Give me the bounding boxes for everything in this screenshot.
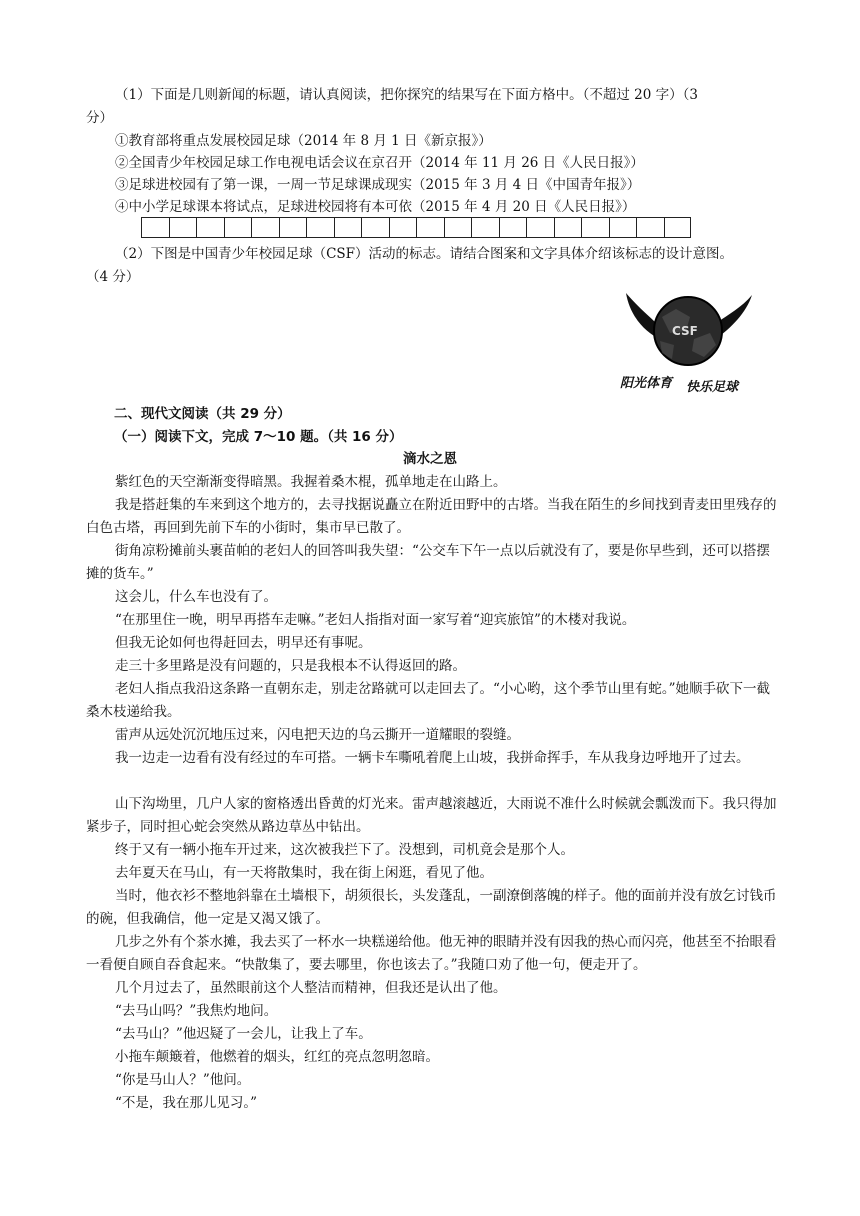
answer-grid-cell[interactable] <box>581 217 609 238</box>
story-paragraph: 这会儿，什么车也没有了。 <box>115 589 277 605</box>
story-paragraph: 走三十多里路是没有问题的，只是我根本不认得返回的路。 <box>115 658 466 674</box>
story-paragraph: 我一边走一边看有没有经过的车可搭。一辆卡车嘶吼着爬上山坡，我拼命挥手，车从我身边呼地开了过去。 <box>115 750 750 766</box>
answer-grid-cell[interactable] <box>389 217 417 238</box>
answer-grid-cell[interactable] <box>224 217 252 238</box>
story-paragraph: 我是搭赶集的车来到这个地方的，去寻找据说矗立在附近田野中的古塔。当我在陌生的乡间找到青麦田里残存的白色古塔，再回到先前下车的小街时，集市早已散了。 <box>86 497 777 536</box>
story-paragraph: “在那里住一晚，明早再搭车走嘛。”老妇人指指对面一家写着“迎宾旅馆”的木楼对我说。 <box>115 612 636 628</box>
story-title: 滴水之恩 <box>403 451 457 467</box>
answer-grid-cell[interactable] <box>526 217 554 238</box>
story-paragraph: “不是，我在那儿见习。” <box>115 1095 258 1111</box>
story-paragraph: 紫红色的天空渐渐变得暗黑。我握着桑木棍，孤单地走在山路上。 <box>115 474 507 490</box>
answer-grid-cell[interactable] <box>306 217 334 238</box>
q2-prompt: （2）下图是中国青少年校园足球（CSF）活动的标志。请结合图案和文字具体介绍该标志的设计意图。 <box>115 246 734 262</box>
story-paragraph: “去马山？”他迟疑了一会儿，让我上了车。 <box>115 1026 372 1042</box>
answer-grid-cell[interactable] <box>664 217 692 238</box>
story-paragraph: 当时，他衣衫不整地斜靠在土墙根下，胡须很长，头发蓬乱，一副潦倒落魄的样子。他的面前并没有放乞讨钱币的碗，但我确信，他一定是又渴又饿了。 <box>86 888 777 927</box>
news-item: ③足球进校园有了第一课，一周一节足球课成现实（2015 年 3 月 4 日《中国青年报》） <box>115 177 641 193</box>
story-paragraph: 终于又有一辆小拖车开过来，这次被我拦下了。没想到，司机竟会是那个人。 <box>115 842 574 858</box>
story-paragraph: “去马山吗？”我焦灼地问。 <box>115 1003 278 1019</box>
section-heading: 二、现代文阅读（共 29 分） <box>114 406 291 422</box>
story-paragraph: 几个月过去了，虽然眼前这个人整洁而精神，但我还是认出了他。 <box>115 980 507 996</box>
answer-grid-cell[interactable] <box>141 217 169 238</box>
story-paragraph: 老妇人指点我沿这条路一直朝东走，别走岔路就可以走回去了。“小心哟，这个季节山里有蛇。”她顺手砍下一截桑木枝递给我。 <box>86 681 771 720</box>
answer-grid[interactable] <box>141 217 691 238</box>
answer-grid-cell[interactable] <box>416 217 444 238</box>
answer-grid-cell[interactable] <box>251 217 279 238</box>
story-paragraph: 小拖车颠簸着，他燃着的烟头，红红的亮点忽明忽暗。 <box>115 1049 439 1065</box>
q1-prompt-cont: 分） <box>86 110 113 126</box>
answer-grid-cell[interactable] <box>334 217 362 238</box>
section-subheading: （一）阅读下文，完成 7～10 题。（共 16 分） <box>114 429 403 445</box>
q1-prompt <box>86 84 780 107</box>
answer-grid-cell[interactable] <box>444 217 472 238</box>
news-item: ①教育部将重点发展校园足球（2014 年 8 月 1 日《新京报》） <box>115 133 492 149</box>
answer-grid-cell[interactable] <box>279 217 307 238</box>
answer-grid-cell[interactable] <box>499 217 527 238</box>
answer-grid-cell[interactable] <box>361 217 389 238</box>
csf-logo <box>612 287 762 399</box>
story-paragraph: 山下沟坳里，几户人家的窗格透出昏黄的灯光来。雷声越滚越近，大雨说不准什么时候就会瓢泼而下。我只得加紧步子，同时担心蛇会突然从路边草丛中钻出。 <box>86 796 777 835</box>
answer-grid-cell[interactable] <box>609 217 637 238</box>
answer-grid-cell[interactable] <box>554 217 582 238</box>
story-paragraph: “你是马山人？”他问。 <box>115 1072 251 1088</box>
story-paragraph: 几步之外有个茶水摊，我去买了一杯水一块糕递给他。他无神的眼睛并没有因我的热心而闪亮，他甚至不抬眼看一看便自顾自吞食起来。“快散集了，要去哪里，你也该去了。”我随口劝了他一句，便走开了。 <box>86 934 777 973</box>
story-paragraph: 雷声从远处沉沉地压过来，闪电把天边的乌云撕开一道耀眼的裂缝。 <box>115 727 520 743</box>
answer-grid-cell[interactable] <box>196 217 224 238</box>
slogan-right: 快乐足球 <box>686 380 739 395</box>
q1-prompt-line1: （1）下面是几则新闻的标题，请认真阅读，把你探究的结果写在下面方格中。（不超过 20 字）（3 <box>115 87 698 103</box>
csf-logo-graphic <box>612 287 762 399</box>
q2-prompt-cont: （4 分） <box>86 269 140 285</box>
slogan-left: 阳光体育 <box>620 376 673 391</box>
csf-emblem-text: CSF <box>672 324 698 338</box>
news-item: ④中小学足球课本将试点，足球进校园将有本可依（2015 年 4 月 20 日《人民日报》） <box>115 199 636 215</box>
answer-grid-cell[interactable] <box>169 217 197 238</box>
story-paragraph: 但我无论如何也得赶回去，明早还有事呢。 <box>115 635 372 651</box>
news-item: ②全国青少年校园足球工作电视电话会议在京召开（2014 年 11 月 26 日《人民日报》） <box>115 155 644 171</box>
answer-grid-cell[interactable] <box>471 217 499 238</box>
answer-grid-cell[interactable] <box>636 217 664 238</box>
story-paragraph: 街角凉粉摊前头裹苗帕的老妇人的回答叫我失望：“公交车下午一点以后就没有了，要是你早些到，还可以搭摆摊的货车。” <box>86 543 770 582</box>
story-paragraph: 去年夏天在马山，有一天将散集时，我在街上闲逛，看见了他。 <box>115 865 493 881</box>
